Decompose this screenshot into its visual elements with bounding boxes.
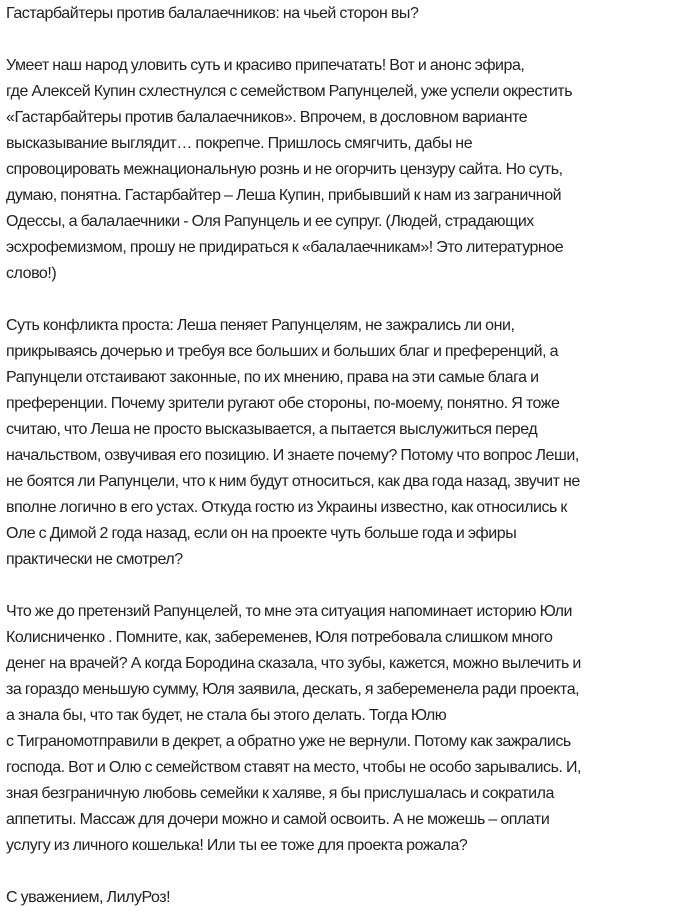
- text-line: преференции. Почему зрители ругают обе стороны, по-моему, понятно. Я тоже: [6, 395, 560, 412]
- paragraph-3: [6, 599, 699, 859]
- text-line: где Алексей Купин схлестнулся с семейством Рапунцелей, уже успели окрестить: [6, 83, 573, 100]
- text-line: Суть конфликта проста: Леша пеняет Рапунцелям, не зажрались ли они,: [6, 317, 515, 334]
- paragraph-1: [6, 53, 699, 287]
- text-line: «Гастарбайтеры против балалаечников». Впрочем, в дословном варианте: [6, 109, 528, 126]
- text-line: Оле с Димой 2 года назад, если он на проекте чуть больше года и эфиры: [6, 525, 517, 542]
- text-line: эсхрофемизмом, прошу не придираться к «балалаечникам»! Это литературное: [6, 239, 564, 256]
- text-line: думаю, понятна. Гастарбайтер – Леша Купин, прибывший к нам из заграничной: [6, 187, 562, 204]
- text-line: Рапунцели отстаивают законные, по их мнению, права на эти самые блага и: [6, 369, 539, 386]
- title-text: Гастарбайтеры против балалаечников: на чьей сторон вы?: [6, 5, 419, 22]
- text-line: зная безграничную любовь семейки к халяве, я бы прислушалась и сократила: [6, 785, 554, 802]
- text-line: не боятся ли Рапунцели, что к ним будут относиться, как два года назад, звучит не: [6, 473, 580, 490]
- text-line: высказывание выглядит… покрепче. Пришлось смягчить, дабы не: [6, 135, 473, 152]
- text-line: начальством, озвучивая его позицию. И знаете почему? Потому что вопрос Леши,: [6, 447, 579, 464]
- text-line: денег на врачей? А когда Бородина сказала, что зубы, кажется, можно вылечить и: [6, 655, 581, 672]
- text-line: с Тиграномотправили в декрет, а обратно уже не вернули. Потому как зажрались: [6, 733, 571, 750]
- text-line: за гораздо меньшую сумму, Юля заявила, дескать, я забеременела ради проекта,: [6, 681, 580, 698]
- text-line: Одессы, а балалаечники - Оля Рапунцель и ее супруг. (Людей, страдающих: [6, 213, 534, 230]
- text-line: вполне логично в его устах. Откуда гостю из Украины известно, как относились к: [6, 499, 567, 516]
- text-line: прикрываясь дочерью и требуя все больших и больших благ и преференций, а: [6, 343, 559, 360]
- text-line: услугу из личного кошелька! Или ты ее тоже для проекта рожала?: [6, 837, 468, 854]
- text-line: практически не смотрел?: [6, 551, 183, 568]
- text-line: а знала бы, что так будет, не стала бы этого делать. Тогда Юлю: [6, 707, 447, 724]
- text-line: Колисниченко . Помните, как, забеременев, Юля потребовала слишком много: [6, 629, 553, 646]
- text-line: господа. Вот и Олю с семейством ставят на место, чтобы не особо зарывались. И,: [6, 759, 581, 776]
- text-line: считаю, что Леша не просто высказывается, а пытается выслужиться перед: [6, 421, 538, 438]
- signature: [6, 885, 699, 911]
- article-title: [6, 1, 699, 27]
- text-line: спровоцировать межнациональную рознь и не огорчить цензуру сайта. Но суть,: [6, 161, 563, 178]
- text-line: аппетиты. Массаж для дочери можно и самой освоить. А не можешь – оплати: [6, 811, 550, 828]
- text-line: Что же до претензий Рапунцелей, то мне эта ситуация напоминает историю Юли: [6, 603, 572, 620]
- text-line: слово!): [6, 265, 57, 282]
- text-line: Умеет наш народ уловить суть и красиво припечатать! Вот и анонс эфира,: [6, 57, 525, 74]
- signature-text: С уважением, ЛилуРоз!: [6, 889, 171, 906]
- paragraph-2: [6, 313, 699, 573]
